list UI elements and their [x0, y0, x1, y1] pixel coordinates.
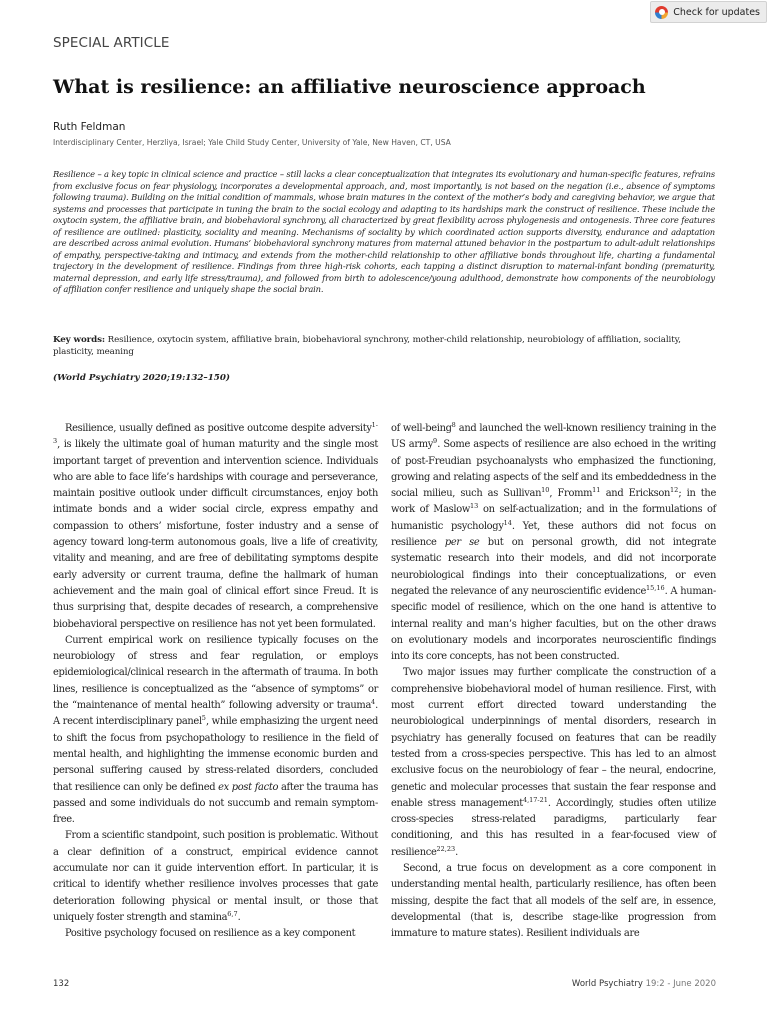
paragraph: Current empirical work on resilience typically focuses on the neurobiology of stress and fear regulation, or employs epidemiological/clinical research in the aftermath of trauma. In both lines, resilience is conceptualized as the “absence of symptoms” or the “maintenance of mental health” following adversity or trauma$^4$. A recent interdisciplinary panel$^5$, while emphasizing the urgent need to shift the focus from psychopathology to resilience in the field of mental health, and highlighting the immense economic burden and personal suffering caused by stress-related disorders, concluded that resilience can only be defined ex post facto after the trauma has passed and some individuals do not succumb and remain symptom-free.: [53, 634, 378, 826]
section-label: SPECIAL ARTICLE: [53, 35, 170, 51]
abstract: Resilience – a key topic in clinical science and practice – still lacks a clear conceptualization that integrates its evolutionary and human-specific features, refrains from exclusive focus on fear physiology, incorporates a developmental approach, and, most importantly, is not based on the negation (i.e., absence of symptoms following trauma). Building on the initial condition of mammals, whose brain matures in the context of the mother’s body and caregiving behavior, we argue that systems and processes that participate in tuning the brain to the social ecology and adapting to its hardships mark the construct of resilience. These include the oxytocin system, the affiliative brain, and biobehavioral synchrony, all characterized by great flexibility across phylogenesis and ontogenesis. Three core features of resilience are outlined: plasticity, sociality and meaning. Mechanisms of sociality by which coordinated action supports diversity, endurance and adaptation are described across animal evolution. Humans’ biobehavioral synchrony matures from maternal attuned behavior in the postpartum to adult-adult relationships of empathy, perspective-taking and intimacy, and extends from the mother-child relationship to other affiliative bonds throughout life, charting a fundamental trajectory in the development of resilience. Findings from three high-risk cohorts, each tapping a distinct disruption to maternal-infant bonding (prematurity, maternal depression, and early life stress/trauma), and followed from birth to adolescence/young adulthood, demonstrate how components of the neurobiology of affiliation confer resilience and uniquely shape the social brain.: [53, 169, 715, 294]
journal-issue: 19:2 - June 2020: [645, 979, 716, 989]
paragraph: Second, a true focus on development as a core component in understanding mental health, particularly resilience, has often been missing, despite the fact that all models of the self are, in essence, developmental (that is, describe stage-like progression from immature to mature states). Resilient individuals are: [391, 863, 716, 940]
journal-name: World Psychiatry: [571, 979, 643, 989]
body-column-right: [391, 421, 716, 943]
check-for-updates-label: Check for updates: [673, 6, 760, 18]
check-for-updates-button[interactable]: [650, 1, 767, 23]
citation-ref: 22,23: [436, 844, 456, 853]
paragraph: Positive psychology focused on resilience as a key component: [65, 928, 356, 940]
citation-ref: 15,16: [646, 583, 665, 592]
citation-ref: 12: [670, 486, 679, 495]
article-title: What is resilience: an affiliative neuroscience approach: [53, 76, 646, 98]
author-name: Ruth Feldman: [53, 121, 126, 133]
page-number: 132: [53, 979, 70, 989]
citation-ref: 10: [541, 486, 550, 495]
citation-ref: 5: [201, 714, 206, 723]
paragraph: of well-being$^8$ and launched the well-known resiliency training in the US army$^9$. Some aspects of resilience are also echoed in the writing of post-Freudian psychoanalysts who emphasized the functioning, growing and relating aspects of the self and its embeddedness in the social milieu, such as Sullivan$^{10}$, Fromm$^{11}$ and Erickson$^{12}$; in the work of Maslow$^{13}$ on self-actualization; and in the formulations of humanistic psychology$^{14}$. Yet, these authors did not focus on resilience per se but on personal growth, did not integrate systematic research into their models, and did not incorporate neurobiological findings into their conceptualizations, or even negated the relevance of any neuroscientific evidence$^{15,16}$. A human-specific model of resilience, which on the one hand is attentive to internal reality and man’s higher faculties, but on the other draws on evolutionary models and incorporates neuroscientific findings into its core concepts, has not been constructed.: [391, 421, 716, 663]
keywords: [53, 334, 715, 358]
keywords-label: Key words:: [53, 335, 105, 345]
citation-ref: 4: [371, 698, 376, 707]
citation-ref: 8: [451, 421, 456, 429]
paragraph: Resilience, usually defined as positive outcome despite adversity$^{1-3}$, is likely the ultimate goal of human maturity and the single most important target of prevention and intervention science. Individuals who are able to face life’s hardships with courage and perseverance, maintain positive outlook under difficult circumstances, enjoy both intimate bonds and a wider social circle, express empathy and compassion to others’ misfortune, foster industry and a sense of agency toward long-term autonomous goals, live a life of creativity, vitality and meaning, and are free of debilitating symptoms despite early adversity or current trauma, define the hallmark of human achievement and the main goal of clinical effort since Freud. It is thus surprising that, despite decades of research, a comprehensive biobehavioral perspective on resilience has not yet been formulated.: [53, 421, 378, 630]
citation-ref: 1-3: [53, 421, 378, 446]
citation-ref: 6,7: [227, 909, 238, 918]
citation-ref: 13: [469, 502, 479, 511]
citation-ref: 11: [592, 486, 601, 495]
journal-footer: [572, 979, 716, 989]
paragraph: From a scientific standpoint, such position is problematic. Without a clear definition of a construct, empirical evidence cannot accumulate nor can it guide intervention effort. In particular, it is critical to identify whether resilience involves processes that gate deterioration following physical or mental insult, or those that uniquely foster strength and stamina$^{6,7}$.: [53, 830, 378, 923]
citation-ref: 4,17-21: [522, 795, 548, 804]
keywords-list: Resilience, oxytocin system, affiliative brain, biobehavioral synchrony, mother-child relationship, neurobiology of affiliation, sociality, plasticity, meaning: [53, 335, 681, 357]
author-affiliation: Interdisciplinary Center, Herzliya, Israel; Yale Child Study Center, University of Yale, New Haven, CT, USA: [53, 138, 451, 147]
citation: (World Psychiatry 2020;19:132–150): [53, 373, 231, 383]
crossmark-icon: [655, 6, 668, 19]
body-column-left: [53, 421, 378, 943]
paragraph: Two major issues may further complicate the construction of a comprehensive biobehavioral model of human resilience. First, with most current effort directed toward understanding the neurobiological underpinnings of mental disorders, research in psychiatry has generally focused on features that can be readily tested from a cross-species perspective. This has led to an almost exclusive focus on the neurobiology of fear – the neural, endocrine, genetic and molecular processes that sustain the fear response and enable stress management$^{4,17-21}$. Accordingly, studies often utilize cross-species stress-related paradigms, particularly fear conditioning, and this has resulted in a fear-focused view of resilience$^{22,23}$.: [391, 667, 717, 858]
citation-ref: 9: [433, 437, 438, 446]
citation-ref: 14: [503, 518, 512, 527]
